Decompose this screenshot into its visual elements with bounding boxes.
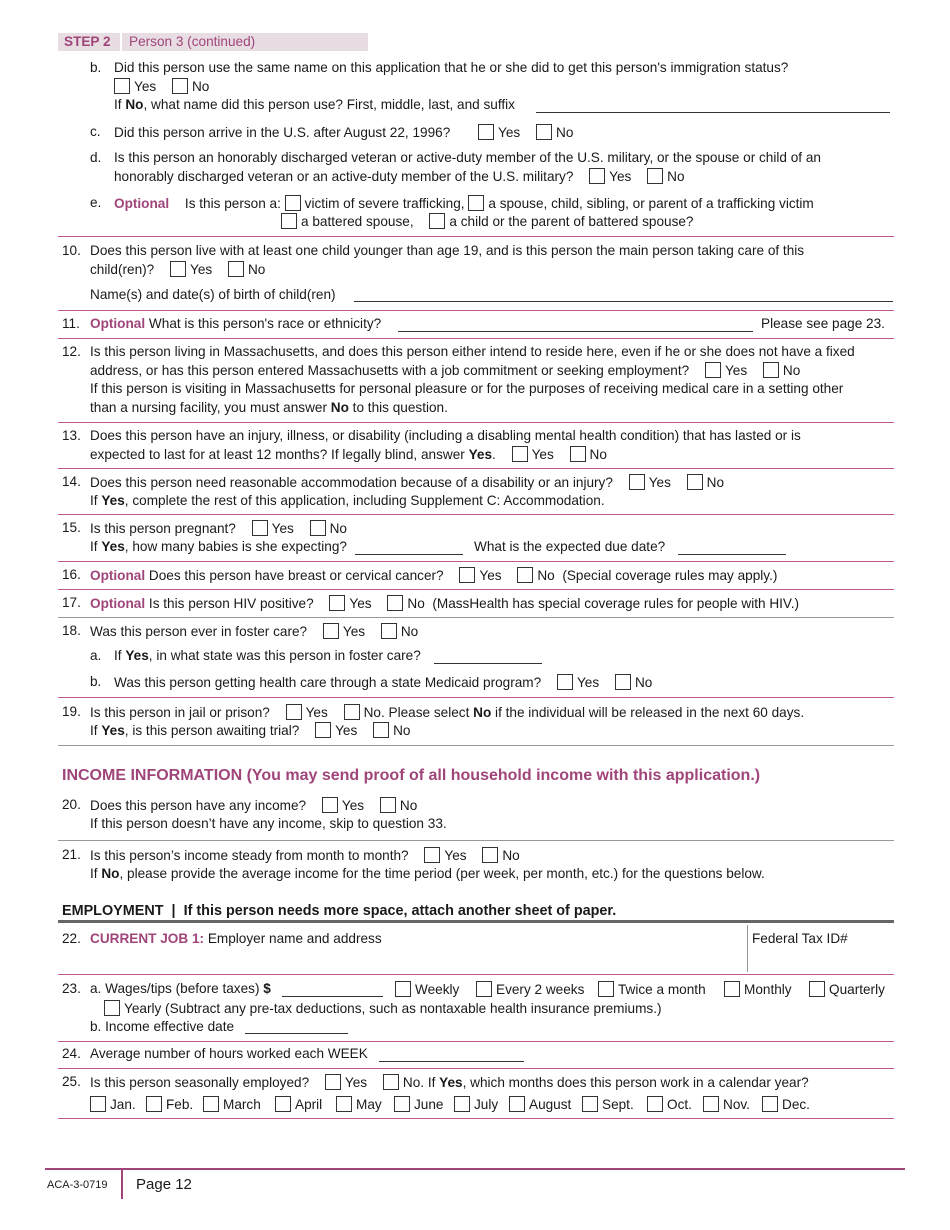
- q23-quarterly-label: Quarterly: [829, 982, 885, 997]
- q25-sept-label: Sept.: [602, 1097, 634, 1112]
- q11-line: [90, 316, 381, 331]
- q21-line1: [90, 847, 520, 863]
- q17-no-checkbox[interactable]: [387, 595, 403, 611]
- q16-no-label: No: [537, 568, 555, 583]
- q9b-no-label: No: [191, 79, 210, 94]
- q25-april-label: April: [295, 1097, 323, 1112]
- q25-july-label: July: [474, 1097, 499, 1112]
- q25-july-checkbox[interactable]: [454, 1096, 470, 1112]
- divider: [58, 745, 894, 746]
- q23-wages-field[interactable]: [282, 996, 383, 997]
- q25-may-checkbox[interactable]: [336, 1096, 352, 1112]
- q20-yes-checkbox[interactable]: [322, 797, 338, 813]
- q25-may-label: May: [356, 1097, 382, 1112]
- q23-twice-month-label: Twice a month: [618, 982, 706, 997]
- q9e-opt2-label: a spouse, child, sibling, or parent of a trafficking victim: [488, 196, 814, 211]
- q25-month-feb: [146, 1096, 193, 1112]
- q12-yes-label: Yes: [724, 363, 748, 378]
- q17-note: (MassHealth has special coverage rules for people with HIV.): [432, 596, 800, 611]
- divider: [58, 561, 894, 562]
- q12-number: 12.: [62, 344, 81, 359]
- q16-yes-checkbox[interactable]: [459, 567, 475, 583]
- q22-tax-label: Federal Tax ID#: [752, 931, 848, 946]
- q25-april-checkbox[interactable]: [275, 1096, 291, 1112]
- q18-no-checkbox[interactable]: [381, 623, 397, 639]
- q25-text: Is this person seasonally employed?: [90, 1075, 310, 1090]
- q14-no-checkbox[interactable]: [687, 474, 703, 490]
- q25-jan-checkbox[interactable]: [90, 1096, 106, 1112]
- q25-month-may: [336, 1096, 382, 1112]
- q12-line4: than a nursing facility, you must answer No to this question.: [90, 400, 448, 415]
- q23-monthly-checkbox[interactable]: [724, 981, 740, 997]
- q18b-line: [114, 674, 652, 690]
- divider: [58, 974, 894, 975]
- q25-feb-checkbox[interactable]: [146, 1096, 162, 1112]
- q9e-text: Is this person a:: [184, 196, 281, 211]
- q19-yes-label: Yes: [305, 705, 328, 720]
- q25-yes-label: Yes: [344, 1075, 368, 1090]
- q20-text: Does this person have any income?: [90, 798, 307, 813]
- page-label: Page: [136, 1176, 172, 1193]
- q15-yes-label: Yes: [271, 521, 294, 536]
- q23-every2weeks-checkbox[interactable]: [476, 981, 492, 997]
- q19-trial-yes-checkbox[interactable]: [315, 722, 331, 738]
- q18-yes-checkbox[interactable]: [323, 623, 339, 639]
- q22-text: Employer name and address: [207, 931, 382, 946]
- q25-june-checkbox[interactable]: [394, 1096, 410, 1112]
- q17-yes-label: Yes: [349, 596, 372, 611]
- q25-sept-checkbox[interactable]: [582, 1096, 598, 1112]
- q13-no-checkbox[interactable]: [570, 446, 586, 462]
- q18b-no-label: No: [634, 675, 653, 690]
- q25-month-march: [203, 1096, 261, 1112]
- q18b-yes-label: Yes: [576, 675, 600, 690]
- q12-line2: [90, 362, 800, 378]
- q23-twice-month-checkbox[interactable]: [598, 981, 614, 997]
- q12-yes-checkbox[interactable]: [705, 362, 721, 378]
- q18a-text: If Yes, in what state was this person in foster care?: [114, 648, 421, 663]
- q10-line1: Does this person live with at least one child younger than age 19, and is this person the main person taking care of this: [90, 243, 805, 258]
- q21-yes-label: Yes: [444, 848, 467, 863]
- q9c-yes-checkbox[interactable]: [478, 124, 494, 140]
- q24-number: 24.: [62, 1046, 81, 1061]
- q10-line2: [90, 261, 265, 277]
- divider: [58, 236, 894, 237]
- q18b-letter: b.: [90, 674, 102, 689]
- q20-number: 20.: [62, 797, 81, 812]
- q10-yes-checkbox[interactable]: [170, 261, 186, 277]
- q25-month-july: [454, 1096, 498, 1112]
- q16-line: [90, 567, 777, 583]
- q18-number: 18.: [62, 623, 81, 638]
- q25-month-sept: [582, 1096, 634, 1112]
- q9d-line2: [114, 168, 685, 184]
- q23-yearly-checkbox[interactable]: [104, 1000, 120, 1016]
- q22-line: [90, 931, 382, 946]
- step-divider: [120, 33, 122, 51]
- q23-freq-2weeks: [476, 981, 584, 997]
- q10-no-label: No: [247, 262, 266, 277]
- q9e-letter: e.: [90, 195, 102, 210]
- divider: [58, 422, 894, 423]
- footer-divider: [121, 1170, 123, 1199]
- q9b-name-field[interactable]: [536, 112, 890, 113]
- q12-line3: If this person is visiting in Massachusetts for personal pleasure or for the purposes of receiving medical care in a setting other: [90, 381, 844, 396]
- q25-month-june: [394, 1096, 443, 1112]
- q13-line2: expected to last for at least 12 months? If legally blind, answer Yes. Yes No: [90, 447, 607, 462]
- q9d-line1: Is this person an honorably discharged veteran or active-duty member of the U.S. military, or the spouse or child of an: [114, 150, 821, 165]
- q25-nov-label: Nov.: [723, 1097, 750, 1112]
- q25-oct-label: Oct.: [667, 1097, 692, 1112]
- divider: [58, 310, 894, 311]
- q10-yes-label: Yes: [190, 262, 213, 277]
- q9b-text: Did this person use the same name on this application that he or she did to get this person's immigration status?: [114, 60, 789, 75]
- q9d-yes-checkbox[interactable]: [589, 168, 605, 184]
- q11-optional: Optional: [90, 316, 146, 331]
- divider: [58, 697, 894, 698]
- q13-line1: Does this person have an injury, illness, or disability (including a disabling mental health condition) that has lasted or is: [90, 428, 801, 443]
- footer-rule: [45, 1168, 905, 1170]
- q11-number: 11.: [62, 316, 80, 331]
- divider: [58, 338, 894, 339]
- q25-august-label: August: [529, 1097, 572, 1112]
- q9e-optional: Optional: [114, 196, 170, 211]
- q12-no-checkbox[interactable]: [763, 362, 779, 378]
- q25-month-dec: [762, 1096, 810, 1112]
- q16-optional: Optional: [90, 568, 146, 583]
- q23-freq-twice: [598, 981, 706, 997]
- q11-race-field[interactable]: [398, 331, 753, 332]
- q17-optional: Optional: [90, 596, 146, 611]
- step-title: Person 3 (continued): [129, 34, 256, 49]
- employment-title: EMPLOYMENT: [62, 903, 164, 919]
- q17-number: 17.: [62, 595, 81, 610]
- q12-line1: Is this person living in Massachusetts, and does this person either intend to reside here, even if he or she does not have a fixed: [90, 344, 855, 359]
- q14-text: Does this person need reasonable accommodation because of a disability or an injury?: [90, 475, 613, 490]
- income-section-heading: INCOME INFORMATION (You may send proof of all household income with this application.): [62, 767, 761, 784]
- q25-yes-checkbox[interactable]: [325, 1074, 341, 1090]
- q16-text: Does this person have breast or cervical cancer?: [148, 568, 444, 583]
- divider: [58, 1118, 894, 1119]
- q14-yes-label: Yes: [648, 475, 671, 490]
- divider: [58, 468, 894, 469]
- q14-line2: If Yes, complete the rest of this application, including Supplement C: Accommodation.: [90, 493, 605, 508]
- q11-text: What is this person's race or ethnicity?: [148, 316, 382, 331]
- q9c-line: [114, 124, 573, 140]
- q13-number: 13.: [62, 428, 81, 443]
- q9e-opt1-checkbox[interactable]: [285, 195, 301, 211]
- q17-line: [90, 595, 799, 611]
- q24-text: Average number of hours worked each WEEK: [90, 1046, 368, 1061]
- q15-text: Is this person pregnant?: [90, 521, 236, 536]
- q23-number: 23.: [62, 981, 81, 996]
- q18-line: [90, 623, 418, 639]
- divider: [58, 589, 894, 590]
- q15-line1: [90, 520, 347, 536]
- q9d-no-checkbox[interactable]: [647, 168, 663, 184]
- page-number: [136, 1176, 192, 1193]
- q16-no-checkbox[interactable]: [517, 567, 533, 583]
- q13-yes-checkbox[interactable]: [512, 446, 528, 462]
- q18a-letter: a.: [90, 648, 102, 663]
- q25-feb-label: Feb.: [166, 1097, 194, 1112]
- q17-no-label: No: [407, 596, 425, 611]
- q25-line1: Is this person seasonally employed? Yes No. If Yes, which months does this person work in a calendar year?: [90, 1075, 809, 1090]
- q23-weekly-label: Weekly: [415, 982, 460, 997]
- q9b-yes-checkbox[interactable]: [114, 78, 130, 94]
- q10-number: 10.: [62, 243, 81, 258]
- q9b-answers: [114, 78, 209, 94]
- q14-no-label: No: [706, 475, 725, 490]
- q9c-text: Did this person arrive in the U.S. after August 22, 1996?: [114, 125, 451, 140]
- q19-trial-no-checkbox[interactable]: [373, 722, 389, 738]
- step-header: [58, 33, 368, 51]
- q16-note: (Special coverage rules may apply.): [562, 568, 778, 583]
- q15-yes-checkbox[interactable]: [252, 520, 268, 536]
- q14-yes-checkbox[interactable]: [629, 474, 645, 490]
- q15-line2: If Yes, how many babies is she expecting?: [90, 539, 347, 554]
- q20-no-checkbox[interactable]: [380, 797, 396, 813]
- q9c-no-checkbox[interactable]: [536, 124, 552, 140]
- q18a-state-field[interactable]: [434, 663, 542, 664]
- q9d-yes-label: Yes: [609, 169, 632, 184]
- q18b-no-checkbox[interactable]: [615, 674, 631, 690]
- divider: [58, 1068, 894, 1069]
- step-label: STEP 2: [64, 34, 111, 49]
- q9d-no-label: No: [667, 169, 685, 184]
- employment-separator: |: [171, 903, 176, 919]
- divider: [58, 514, 894, 515]
- q22-column-divider: [747, 925, 748, 972]
- q25-month-jan: [90, 1096, 136, 1112]
- q23-yearly-label: Yearly (Subtract any pre-tax deductions, such as nontaxable health insurance premiums.): [124, 1001, 662, 1016]
- q9c-letter: c.: [90, 124, 101, 139]
- q25-dec-label: Dec.: [782, 1097, 810, 1112]
- q25-no-checkbox[interactable]: [383, 1074, 399, 1090]
- q23-effective-date-field[interactable]: [245, 1033, 348, 1034]
- q19-no-checkbox[interactable]: [344, 704, 360, 720]
- q9e-opt4-label: a child or the parent of battered spouse?: [449, 214, 694, 229]
- q9e-opt3-checkbox[interactable]: [281, 213, 297, 229]
- q9b-letter: b.: [90, 60, 102, 75]
- divider: [58, 1041, 894, 1042]
- q9b-yes-label: Yes: [134, 79, 157, 94]
- q10-line2-text: child(ren)?: [90, 262, 155, 277]
- q21-no-label: No: [502, 848, 520, 863]
- q9d-line2-text: honorably discharged veteran or an active-duty member of the U.S. military?: [114, 169, 574, 184]
- q25-dec-checkbox[interactable]: [762, 1096, 778, 1112]
- q18-yes-label: Yes: [342, 624, 366, 639]
- q15-no-label: No: [329, 521, 347, 536]
- q20-yes-label: Yes: [341, 798, 365, 813]
- q22-label: CURRENT JOB 1:: [90, 931, 205, 946]
- q9e-opt4-checkbox[interactable]: [429, 213, 445, 229]
- divider: [58, 617, 894, 618]
- q9c-no-label: No: [556, 125, 574, 140]
- q16-number: 16.: [62, 567, 81, 582]
- q23-quarterly-checkbox[interactable]: [809, 981, 825, 997]
- q13-no-label: No: [589, 447, 607, 462]
- q19-number: 19.: [62, 704, 81, 719]
- q21-text: Is this person’s income steady from month to month?: [90, 848, 409, 863]
- q21-no-checkbox[interactable]: [482, 847, 498, 863]
- q10-no-checkbox[interactable]: [228, 261, 244, 277]
- q25-month-april: [275, 1096, 322, 1112]
- q25-march-checkbox[interactable]: [203, 1096, 219, 1112]
- q23-effective-date-label: b. Income effective date: [90, 1019, 235, 1034]
- q14-line1: [90, 474, 724, 490]
- q9b-no-checkbox[interactable]: [172, 78, 188, 94]
- q25-month-oct: [647, 1096, 692, 1112]
- q17-text: Is this person HIV positive?: [148, 596, 314, 611]
- q15-due-label: What is the expected due date?: [474, 539, 666, 554]
- q9c-yes-label: Yes: [498, 125, 521, 140]
- q22-number: 22.: [62, 931, 81, 946]
- q18b-text: Was this person getting health care through a state Medicaid program?: [114, 675, 542, 690]
- q20-line1: [90, 797, 417, 813]
- q19-line2: If Yes, is this person awaiting trial? Yes No: [90, 723, 411, 738]
- q23-monthly-label: Monthly: [744, 982, 792, 997]
- q23-weekly-checkbox[interactable]: [395, 981, 411, 997]
- q9e-opt2-checkbox[interactable]: [468, 195, 484, 211]
- q20-line2: If this person doesn’t have any income, skip to question 33.: [90, 816, 447, 831]
- employment-note: If this person needs more space, attach another sheet of paper.: [183, 903, 617, 919]
- employment-rule: [58, 920, 894, 923]
- q25-month-nov: [703, 1096, 750, 1112]
- q14-number: 14.: [62, 474, 81, 489]
- q9d-letter: d.: [90, 150, 102, 165]
- q24-hours-field[interactable]: [379, 1061, 524, 1062]
- q10-names-field[interactable]: [354, 301, 893, 302]
- q23-yearly: [104, 1000, 662, 1016]
- q25-oct-checkbox[interactable]: [647, 1096, 663, 1112]
- q25-march-label: March: [223, 1097, 261, 1112]
- q19-text: Is this person in jail or prison?: [90, 705, 270, 720]
- q23-freq-weekly: [395, 981, 459, 997]
- q21-yes-checkbox[interactable]: [424, 847, 440, 863]
- q12-line2-text: address, or has this person entered Massachusetts with a job commitment or seeking employment?: [90, 363, 690, 378]
- q12-no-label: No: [782, 363, 801, 378]
- q21-number: 21.: [62, 847, 81, 862]
- form-id: ACA-3-0719: [47, 1179, 108, 1191]
- q25-month-august: [509, 1096, 571, 1112]
- q20-no-label: No: [399, 798, 418, 813]
- q23-every2weeks-label: Every 2 weeks: [496, 982, 585, 997]
- q19-yes-checkbox[interactable]: [286, 704, 302, 720]
- q21-line2: If No, please provide the average income for the time period (per week, per month, etc.) for the questions below.: [90, 866, 765, 881]
- q15-babies-field[interactable]: [355, 554, 463, 555]
- q10-names-label: Name(s) and date(s) of birth of child(ren): [90, 287, 336, 302]
- divider: [58, 840, 894, 841]
- q11-note: Please see page 23.: [761, 316, 885, 331]
- q15-no-checkbox[interactable]: [310, 520, 326, 536]
- q9e-line2: [281, 213, 694, 229]
- q25-jan-label: Jan.: [110, 1097, 136, 1112]
- q25-june-label: June: [414, 1097, 444, 1112]
- page-num: 12: [175, 1176, 192, 1193]
- q15-number: 15.: [62, 520, 81, 535]
- q25-august-checkbox[interactable]: [509, 1096, 525, 1112]
- q18-no-label: No: [400, 624, 419, 639]
- q23-freq-quarterly: [809, 981, 885, 997]
- q9e-line1: [114, 195, 814, 211]
- q25-number: 25.: [62, 1074, 81, 1089]
- q9e-opt1-label: victim of severe trafficking,: [304, 196, 465, 211]
- q25-nov-checkbox[interactable]: [703, 1096, 719, 1112]
- q9b-followup: If No, what name did this person use? First, middle, last, and suffix: [114, 97, 515, 112]
- q19-trial-yes-label: Yes: [335, 723, 358, 738]
- q15-due-field[interactable]: [678, 554, 786, 555]
- q19-line1: Is this person in jail or prison? Yes No. Please select No if the individual will be released in the next 60 days.: [90, 705, 805, 720]
- q17-yes-checkbox[interactable]: [329, 595, 345, 611]
- q19-trial-no-label: No: [393, 723, 411, 738]
- q23-freq-monthly: [724, 981, 792, 997]
- employment-title-line: [62, 903, 616, 919]
- q16-yes-label: Yes: [479, 568, 502, 583]
- q13-yes-label: Yes: [531, 447, 554, 462]
- q9e-opt3-label: a battered spouse,: [301, 214, 414, 229]
- q23-wages-label: a. Wages/tips (before taxes) $: [90, 981, 271, 996]
- q18b-yes-checkbox[interactable]: [557, 674, 573, 690]
- q18-text: Was this person ever in foster care?: [90, 624, 308, 639]
